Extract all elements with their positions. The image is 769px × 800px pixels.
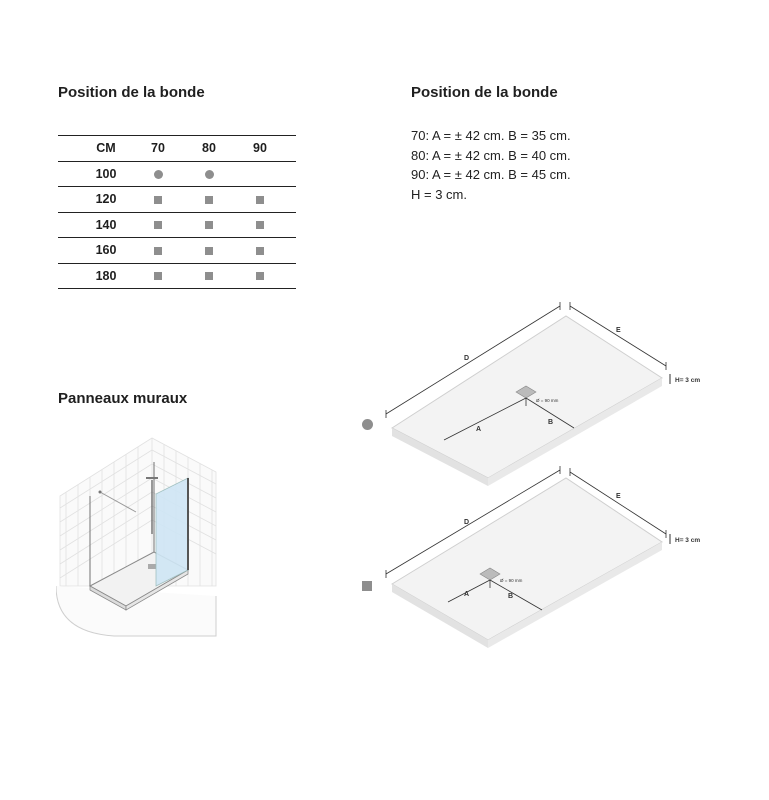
table-cell: [137, 162, 179, 186]
dimension-e-label: E: [616, 493, 621, 500]
position-line-70: 70: A = ± 42 cm. B = 35 cm.: [411, 128, 571, 143]
height-label: H= 3 cm: [675, 377, 701, 384]
square-marker-icon: [205, 196, 213, 204]
table-cell: [188, 187, 230, 211]
table-row: [58, 263, 296, 290]
header-90: 90: [253, 141, 267, 155]
right-section-title: Position de la bonde: [411, 84, 558, 101]
dimension-b-label: B: [548, 419, 554, 426]
square-drain-marker: [362, 581, 372, 591]
table-cell: [188, 213, 230, 237]
table-header-row: [58, 135, 296, 161]
table-cell: [137, 213, 179, 237]
square-marker-icon: [154, 221, 162, 229]
size-availability-table: [58, 135, 296, 289]
tray-diagram-square: [380, 464, 720, 654]
square-marker-icon: [154, 247, 162, 255]
table-cell: [239, 238, 281, 262]
table-row: [58, 237, 296, 263]
dimension-a-label: A: [476, 426, 482, 433]
header-80: 80: [202, 141, 216, 155]
table-cell: [137, 187, 179, 211]
square-marker-icon: [154, 272, 162, 280]
square-marker-icon: [256, 272, 264, 280]
square-marker-icon: [205, 221, 213, 229]
drain-diameter-label: Ø = 90 mm: [500, 578, 523, 583]
table-cell: [188, 238, 230, 262]
table-cell: [239, 213, 281, 237]
header-cm: CM: [96, 141, 116, 155]
left-section-title: Position de la bonde: [58, 84, 205, 101]
table-cell: [239, 187, 281, 211]
square-marker-icon: [205, 247, 213, 255]
table-cell: [239, 162, 281, 186]
table-row: [58, 212, 296, 238]
dimension-d-label: D: [464, 355, 470, 362]
dimension-a-label: A: [464, 591, 470, 598]
square-marker-icon: [256, 221, 264, 229]
circle-drain-marker: [362, 419, 373, 430]
table-cell: [239, 264, 281, 288]
row-size-label: 100: [95, 166, 117, 181]
position-line-80: 80: A = ± 42 cm. B = 40 cm.: [411, 147, 571, 163]
table-row: [58, 186, 296, 212]
shower-enclosure-illustration: [56, 436, 222, 644]
square-marker-icon: [205, 272, 213, 280]
drain-diameter-label: Ø = 90 mm: [536, 398, 559, 403]
row-size-label: 120: [95, 192, 117, 206]
row-size-label: 160: [95, 243, 117, 257]
square-marker-icon: [256, 247, 264, 255]
tray-diagram-circle: [380, 300, 720, 490]
drain-position-list: [411, 126, 571, 204]
row-size-label: 140: [95, 217, 117, 232]
height-label: H= 3 cm: [675, 537, 701, 544]
header-70: 70: [151, 141, 165, 155]
square-marker-icon: [154, 196, 162, 204]
dimension-d-label: D: [464, 519, 470, 526]
circle-marker-icon: [205, 170, 214, 179]
wall-panels-title: Panneaux muraux: [58, 390, 188, 407]
position-line-90: 90: A = ± 42 cm. B = 45 cm.: [411, 167, 571, 182]
table-row: [58, 161, 296, 187]
table-cell: [188, 162, 230, 186]
table-cell: [137, 264, 179, 288]
table-cell: [137, 238, 179, 262]
table-cell: [188, 264, 230, 288]
square-marker-icon: [256, 196, 264, 204]
height-line: H = 3 cm.: [411, 186, 467, 202]
dimension-b-label: B: [508, 593, 514, 600]
circle-marker-icon: [154, 170, 163, 179]
dimension-e-label: E: [616, 327, 621, 334]
row-size-label: 180: [95, 268, 117, 283]
